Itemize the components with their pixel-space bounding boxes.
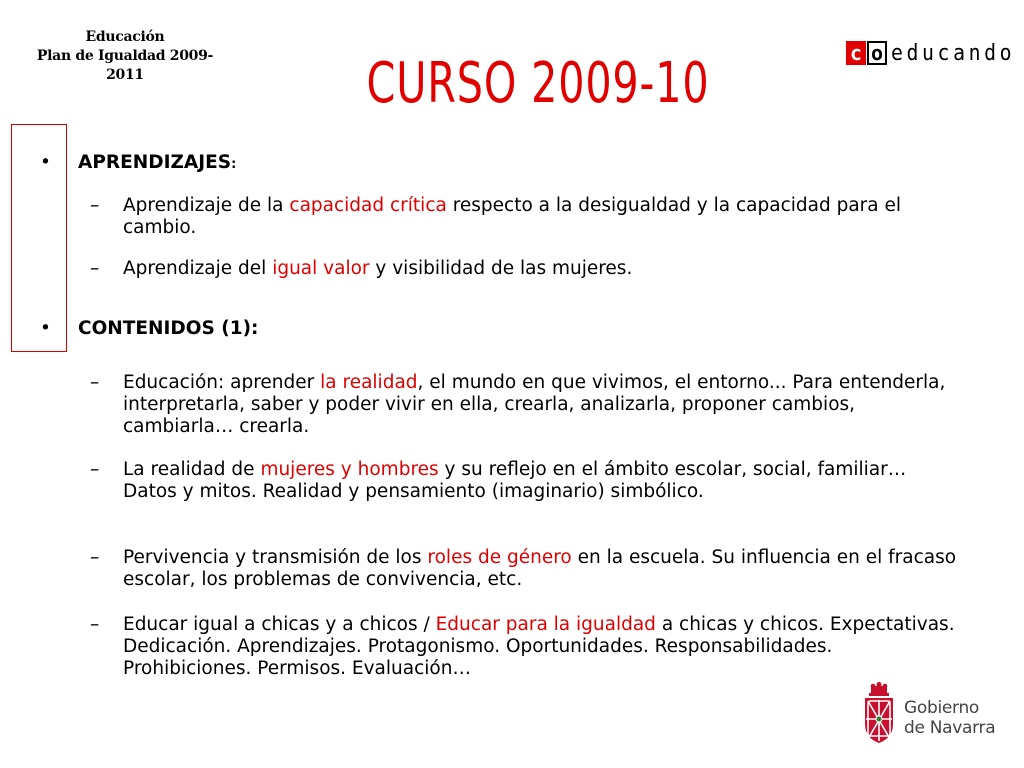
bullet-dot: • — [40, 318, 51, 339]
list-item-text: Aprendizaje de la capacidad crítica respecto a la desigualdad y la capacidad para el cambio. — [123, 195, 902, 238]
dash-marker: – — [90, 258, 100, 279]
list-item-text: Pervivencia y transmisión de los roles de género en la escuela. Su influencia en el fracaso escolar, los problemas de convivencia, etc. — [123, 547, 957, 590]
page-title: CURSO 2009-10 — [366, 51, 710, 116]
navarra-coat-of-arms-icon — [862, 682, 896, 744]
logo-letter-o: o — [867, 41, 887, 65]
logo-text: educando — [891, 40, 1016, 66]
list-item — [90, 547, 960, 591]
bullet-label: CONTENIDOS (1): — [78, 318, 259, 339]
dash-marker: – — [90, 195, 100, 216]
logo-letter-c: c — [846, 41, 866, 65]
list-item — [90, 195, 960, 239]
list-item-text: Educar igual a chicas y a chicos / Educar para la igualdad a chicas y chicos. Expectativas. Dedicación. Aprendizajes. Protagonismo. Oportunidades. Responsabilidades. Prohibiciones. Permisos. Evaluación… — [123, 614, 955, 679]
bullet-label: APRENDIZAJES: — [78, 152, 237, 173]
header-line-2: Plan de Igualdad 2009-2011 — [36, 48, 214, 83]
list-item-text: La realidad de mujeres y hombres y su reflejo en el ámbito escolar, social, familiar… Datos y mitos. Realidad y pensamiento (imaginario) simbólico. — [123, 459, 907, 502]
list-item — [90, 614, 960, 680]
list-item — [90, 459, 960, 503]
list-item-text: Educación: aprender la realidad, el mundo en que vivimos, el entorno... Para entenderla, interpretarla, saber y poder vivir en ella, crearla, analizarla, proponer cambios, cambiarla… crearla. — [123, 372, 946, 437]
dash-marker: – — [90, 614, 100, 635]
gov-line-1: Gobierno — [904, 698, 980, 718]
gobierno-navarra-text — [904, 698, 995, 738]
gobierno-navarra-logo — [862, 682, 1002, 746]
list-item-text: Aprendizaje del igual valor y visibilidad de las mujeres. — [123, 258, 633, 279]
dash-marker: – — [90, 459, 100, 480]
dash-marker: – — [90, 372, 100, 393]
header-line-1: Educación — [85, 29, 165, 45]
bullet-dot: • — [40, 152, 51, 173]
list-item — [90, 372, 960, 438]
gov-line-2: de Navarra — [904, 718, 996, 738]
dash-marker: – — [90, 547, 100, 568]
list-item — [90, 258, 960, 280]
